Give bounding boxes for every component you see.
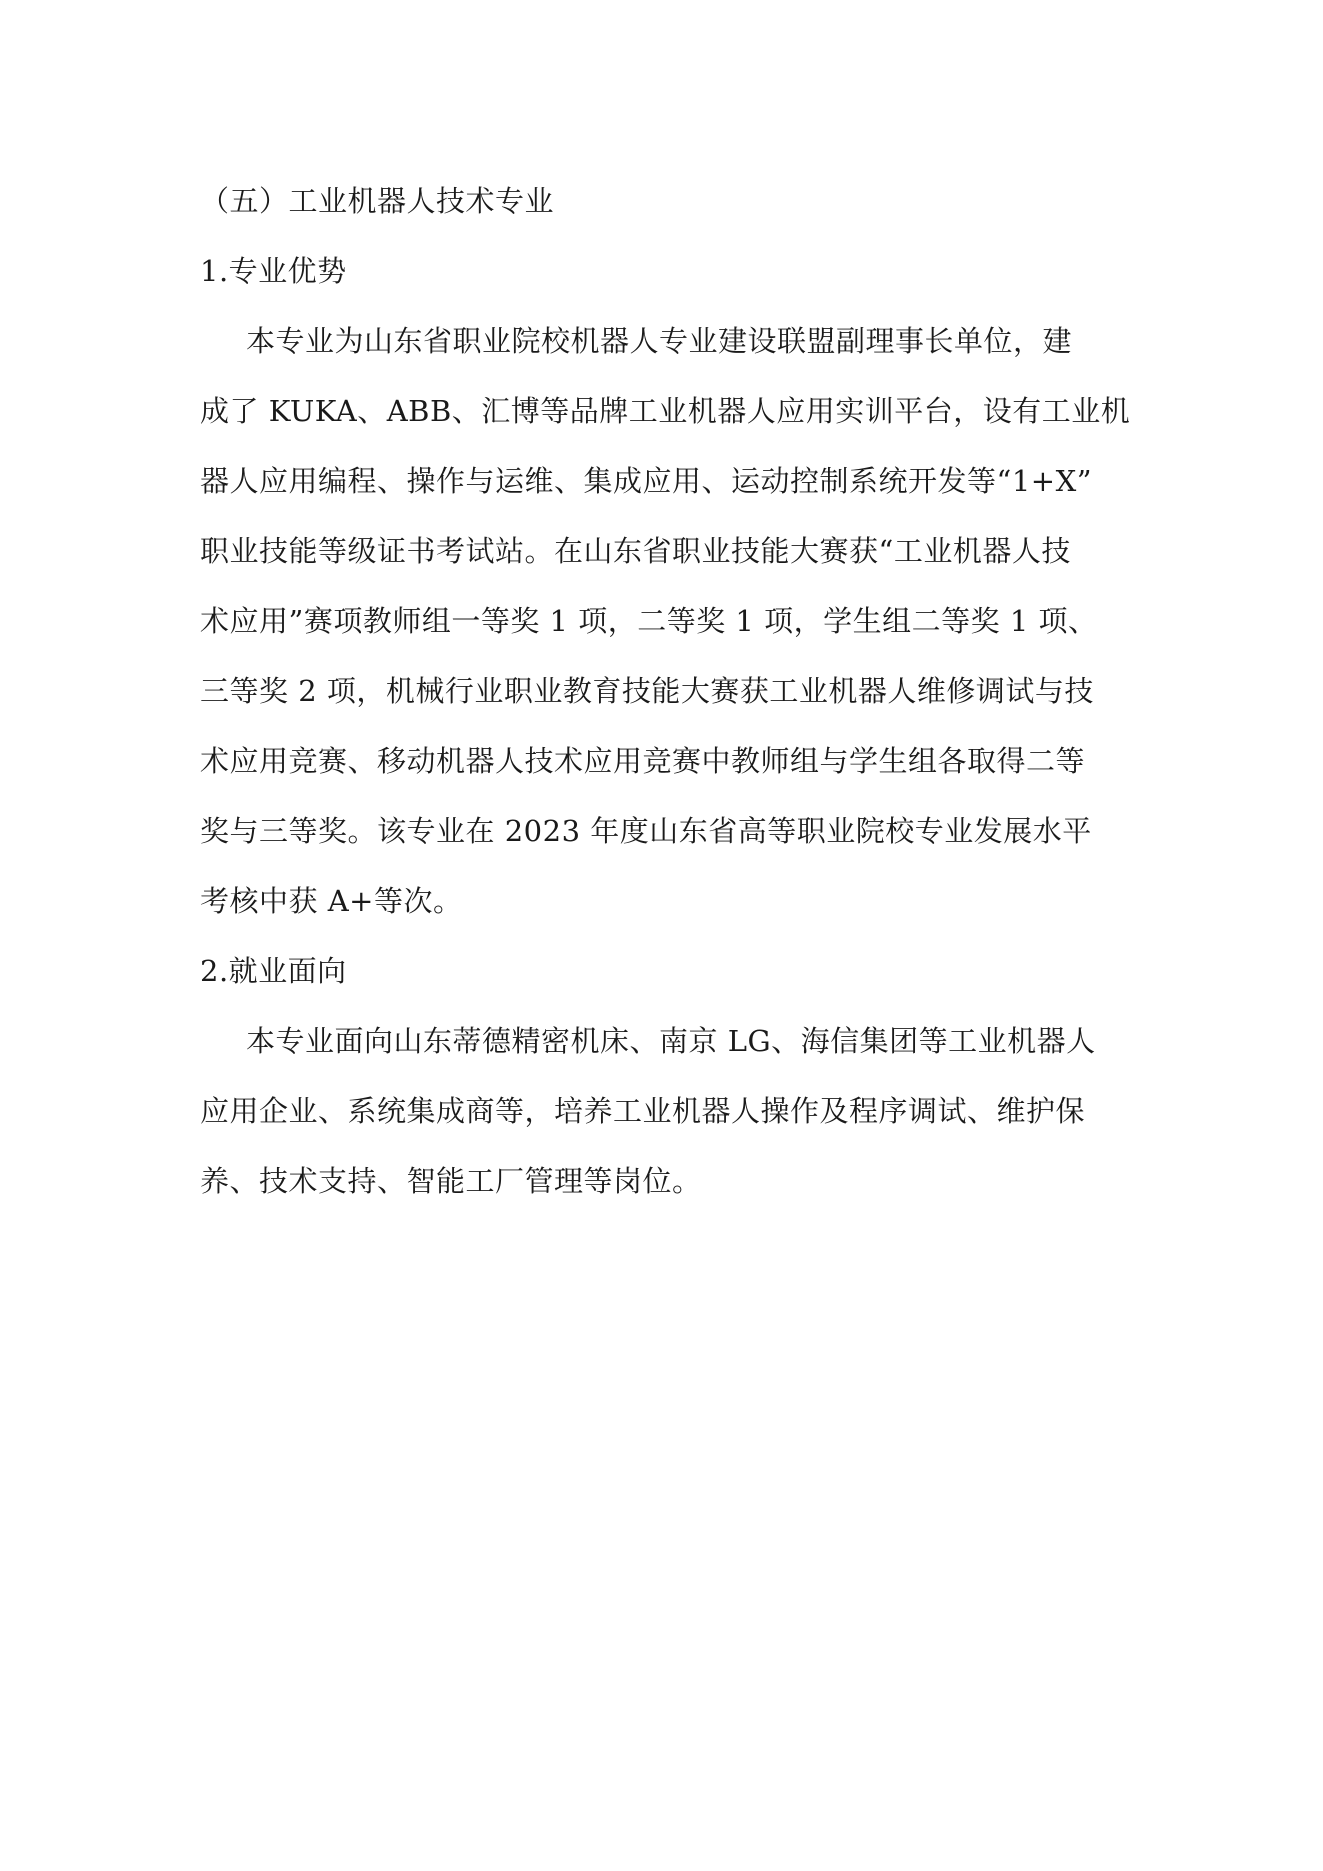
paragraph-line: 奖与三等奖。该专业在 2023 年度山东省高等职业院校专业发展水平 [200, 814, 1092, 848]
paragraph-line: 考核中获 A+等次。 [200, 884, 463, 918]
section-title: （五）工业机器人技术专业 [200, 184, 555, 218]
subsection-2-paragraph [200, 1006, 1130, 1216]
paragraph-line: 三等奖 2 项，机械行业职业教育技能大赛获工业机器人维修调试与技 [200, 674, 1094, 708]
paragraph-line: 器人应用编程、操作与运维、集成应用、运动控制系统开发等“1+X” [200, 464, 1093, 498]
document-page [200, 166, 1130, 1216]
subsection-1-title: 1.专业优势 [200, 254, 347, 288]
paragraph-line: 本专业为山东省职业院校机器人专业建设联盟副理事长单位，建 [246, 324, 1073, 358]
paragraph-line: 应用企业、系统集成商等，培养工业机器人操作及程序调试、维护保 [200, 1094, 1086, 1128]
paragraph-line: 术应用竞赛、移动机器人技术应用竞赛中教师组与学生组各取得二等 [200, 744, 1086, 778]
subsection-1-paragraph [200, 306, 1130, 936]
paragraph-line: 术应用”赛项教师组一等奖 1 项，二等奖 1 项，学生组二等奖 1 项、 [200, 604, 1098, 638]
subsection-2-title: 2.就业面向 [200, 954, 347, 988]
paragraph-line: 职业技能等级证书考试站。在山东省职业技能大赛获“工业机器人技 [200, 534, 1071, 568]
paragraph-line: 养、技术支持、智能工厂管理等岗位。 [200, 1164, 702, 1198]
paragraph-line: 本专业面向山东蒂德精密机床、南京 LG、海信集团等工业机器人 [246, 1024, 1096, 1058]
paragraph-line: 成了 KUKA、ABB、汇博等品牌工业机器人应用实训平台，设有工业机 [200, 394, 1131, 428]
